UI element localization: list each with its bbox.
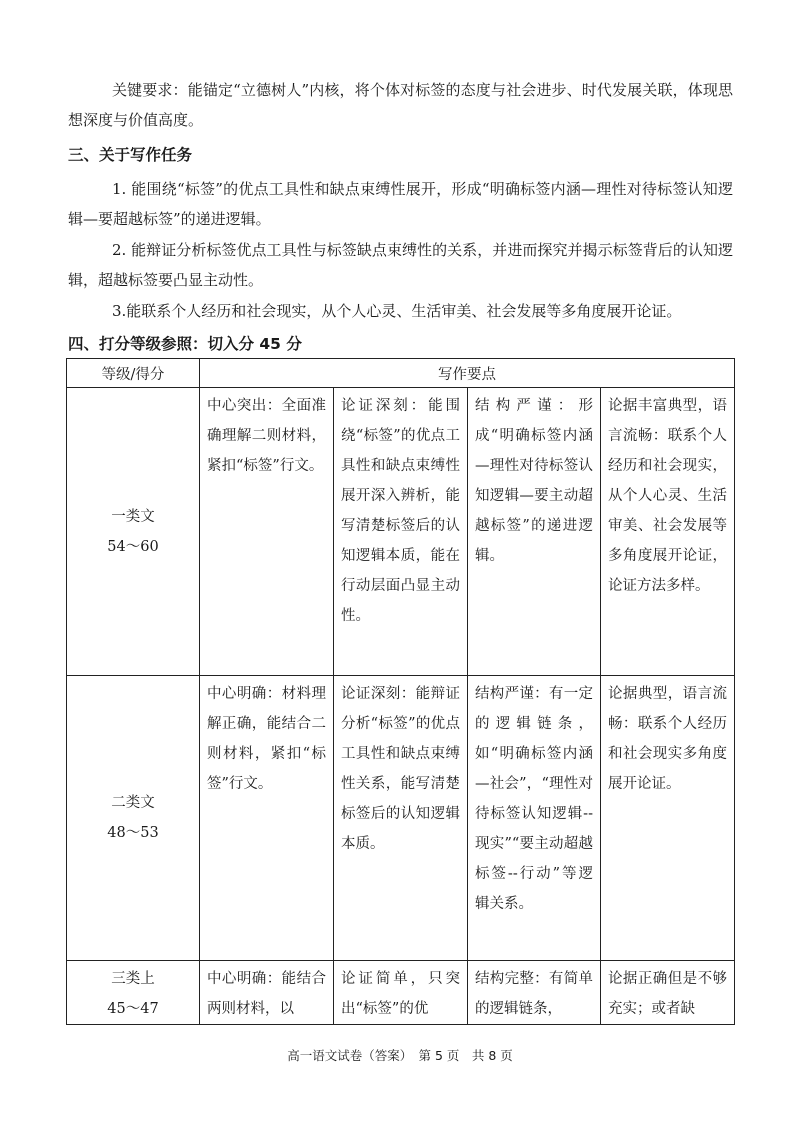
point-argument: 论证简单，只突出“标签”的优 [334,961,468,1025]
task-item-3: 3.能联系个人经历和社会现实，从个人心灵、生活审美、社会发展等多角度展开论证。 [112,302,682,320]
header-writing-points: 写作要点 [200,359,735,388]
point-evidence: 论据典型，语言流畅：联系个人经历和社会现实多角度展开论证。 [601,676,735,961]
point-center: 中心明确：材料理解正确，能结合二则材料，紧扣“标签”行文。 [200,676,334,961]
point-center: 中心明确：能结合两则材料，以 [200,961,334,1025]
grade-label: 一类文 [111,508,155,525]
grade-cell [67,961,200,1025]
key-requirement-paragraph: 关键要求：能锚定“立德树人”内核，将个体对标签的态度与社会进步、时代发展关联，体现思想深度与价值高度。 [68,81,733,129]
task-item-1: 1. 能围绕“标签”的优点工具性和缺点束缚性展开，形成“明确标签内涵—理性对待标签认知逻辑—要超越标签”的递进逻辑。 [68,180,733,228]
header-grade-score: 等级/得分 [67,359,200,388]
point-argument: 论证深刻：能辩证分析“标签”的优点工具性和缺点束缚性关系，能写清楚标签后的认知逻辑本质。 [334,676,468,961]
point-structure: 结构严谨：形成“明确标签内涵—理性对待标签认知逻辑—要主动超越标签”的递进逻辑。 [468,388,601,676]
table-row [67,676,735,961]
page-footer: 高一语文试卷（答案） 第 5 页 共 8 页 [287,1048,513,1063]
task-item-2: 2. 能辩证分析标签优点工具性与标签缺点束缚性的关系，并进而探究并揭示标签背后的认知逻辑，超越标签要凸显主动性。 [68,241,733,289]
section-4-heading: 四、打分等级参照：切入分 45 分 [68,335,302,353]
grade-label: 三类上 [111,971,155,987]
point-evidence: 论据丰富典型，语言流畅：联系个人经历和社会现实，从个人心灵、生活审美、社会发展等多角度展开论证，论证方法多样。 [601,388,735,676]
grade-score: 48～53 [107,825,159,841]
grading-table [66,358,735,1025]
point-evidence: 论据正确但是不够充实；或者缺 [601,961,735,1025]
table-header-row [67,359,735,388]
table-row [67,388,735,676]
grade-cell [67,676,200,961]
grade-score: 45～47 [107,1001,159,1017]
point-argument: 论证深刻：能围绕“标签”的优点工具性和缺点束缚性展开深入辨析，能写清楚标签后的认知逻辑本质，能在行动层面凸显主动性。 [334,388,468,676]
section-3-heading: 三、关于写作任务 [68,146,193,164]
table-row [67,961,735,1025]
grade-score: 54～60 [107,538,159,555]
grade-cell [67,388,200,676]
point-structure: 结构严谨：有一定的逻辑链条，如“明确标签内涵—社会”，“理性对待标签认知逻辑--现实”“要主动超越标签--行动”等逻辑关系。 [468,676,601,961]
grade-label: 二类文 [111,795,155,811]
point-center: 中心突出：全面准确理解二则材料，紧扣“标签”行文。 [200,388,334,676]
point-structure: 结构完整：有简单的逻辑链条， [468,961,601,1025]
